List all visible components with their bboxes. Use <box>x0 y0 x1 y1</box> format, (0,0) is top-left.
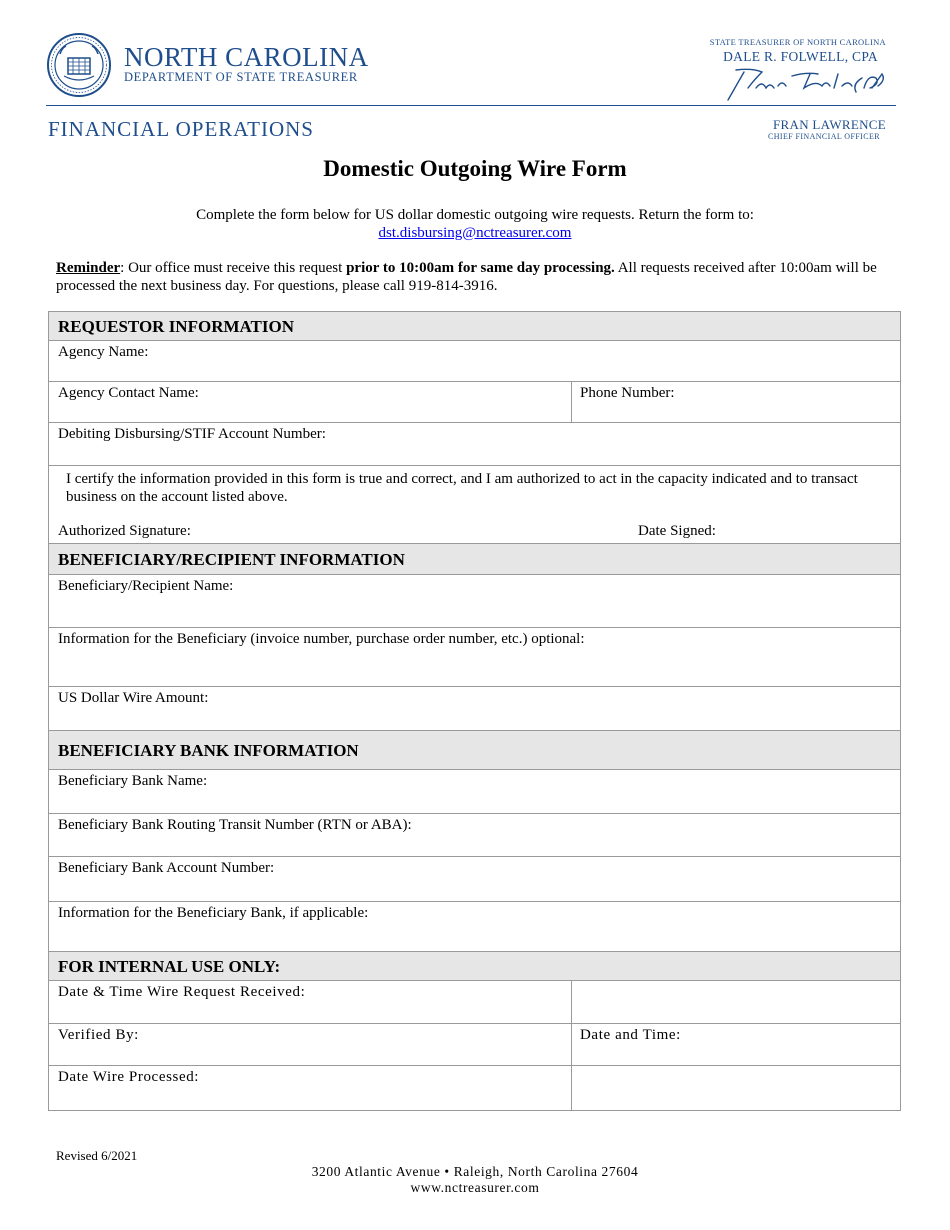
signature-label: Authorized Signature: <box>58 523 191 539</box>
website-line: www.nctreasurer.com <box>410 1180 540 1195</box>
routing-number-label: Beneficiary Bank Routing Transit Number (RTN or ABA): <box>58 817 412 833</box>
form-title: Domestic Outgoing Wire Form <box>323 156 627 181</box>
beneficiary-name-field[interactable] <box>49 575 900 628</box>
date-time-label: Date and Time: <box>580 1027 681 1043</box>
routing-number-field[interactable] <box>49 814 900 857</box>
processed-label: Date Wire Processed: <box>58 1069 200 1085</box>
verified-row <box>49 1024 900 1066</box>
wire-amount-label: US Dollar Wire Amount: <box>58 690 209 706</box>
contact-row <box>49 382 900 423</box>
footer-address <box>0 1164 950 1196</box>
treasurer-label: STATE TREASURER OF NORTH CAROLINA <box>709 37 886 47</box>
account-number-label: Debiting Disbursing/STIF Account Number: <box>58 426 326 442</box>
received-label: Date & Time Wire Request Received: <box>58 984 306 1000</box>
bank-account-field[interactable] <box>49 857 900 902</box>
contact-name-label: Agency Contact Name: <box>58 385 199 401</box>
reminder <box>56 259 906 295</box>
column-divider <box>571 1066 572 1110</box>
bank-account-label: Beneficiary Bank Account Number: <box>58 860 275 876</box>
date-signed-label: Date Signed: <box>638 523 716 539</box>
email-link[interactable]: dst.disbursing@nctreasurer.com <box>378 225 572 241</box>
section-internal: FOR INTERNAL USE ONLY: <box>49 952 900 981</box>
certify-text: I certify the information provided in this form is true and correct, and I am authorized to act in the capacity indicated and to transact business on the account listed above. <box>66 471 858 505</box>
agency-name-label: Agency Name: <box>58 344 149 360</box>
section-beneficiary: BENEFICIARY/RECIPIENT INFORMATION <box>49 544 900 575</box>
received-row <box>49 981 900 1024</box>
agency-name-field[interactable] <box>49 341 900 382</box>
instructions-text: Complete the form below for US dollar domestic outgoing wire requests. Return the form to: <box>196 207 754 223</box>
beneficiary-info-field[interactable] <box>49 628 900 687</box>
column-divider <box>571 981 572 1023</box>
cfo-name: FRAN LAWRENCE <box>773 117 886 132</box>
address-line: 3200 Atlantic Avenue • Raleigh, North Carolina 27604 <box>311 1164 639 1179</box>
division-title: FINANCIAL OPERATIONS <box>48 117 314 141</box>
header-divider <box>46 105 896 106</box>
cfo-title: CHIEF FINANCIAL OFFICER <box>767 132 880 141</box>
reminder-text-1: : Our office must receive this request <box>120 260 347 276</box>
beneficiary-name-label: Beneficiary/Recipient Name: <box>58 578 234 594</box>
column-divider <box>571 382 572 422</box>
revised-date: Revised 6/2021 <box>56 1148 138 1163</box>
bank-name-field[interactable] <box>49 770 900 814</box>
state-seal-icon <box>46 32 112 98</box>
section-requestor: REQUESTOR INFORMATION <box>49 312 900 341</box>
wire-form <box>48 311 901 1111</box>
account-number-field[interactable] <box>49 423 900 466</box>
bank-info-label: Information for the Beneficiary Bank, if applicable: <box>58 905 369 921</box>
section-bank: BENEFICIARY BANK INFORMATION <box>49 731 900 770</box>
beneficiary-info-label: Information for the Beneficiary (invoice number, purchase order number, etc.) optional: <box>58 631 585 647</box>
reminder-bold: prior to 10:00am for same day processing. <box>346 260 615 276</box>
phone-label: Phone Number: <box>580 385 675 401</box>
org-subtitle: DEPARTMENT OF STATE TREASURER <box>124 70 358 84</box>
treasurer-name: DALE R. FOLWELL, CPA <box>723 49 878 64</box>
wire-amount-field[interactable] <box>49 687 900 731</box>
certification-row <box>49 466 900 544</box>
reminder-text-2: All requests received after 10:00am will be processed the next business day. For questions, please call 919-814-3916. <box>56 260 877 294</box>
instructions <box>0 206 950 242</box>
column-divider <box>571 1024 572 1065</box>
bank-info-field[interactable] <box>49 902 900 952</box>
verified-by-label: Verified By: <box>58 1027 139 1043</box>
treasurer-signature <box>722 66 888 102</box>
processed-row <box>49 1066 900 1110</box>
reminder-label: Reminder <box>56 260 121 276</box>
org-title: NORTH CAROLINA <box>124 42 369 72</box>
bank-name-label: Beneficiary Bank Name: <box>58 773 208 789</box>
